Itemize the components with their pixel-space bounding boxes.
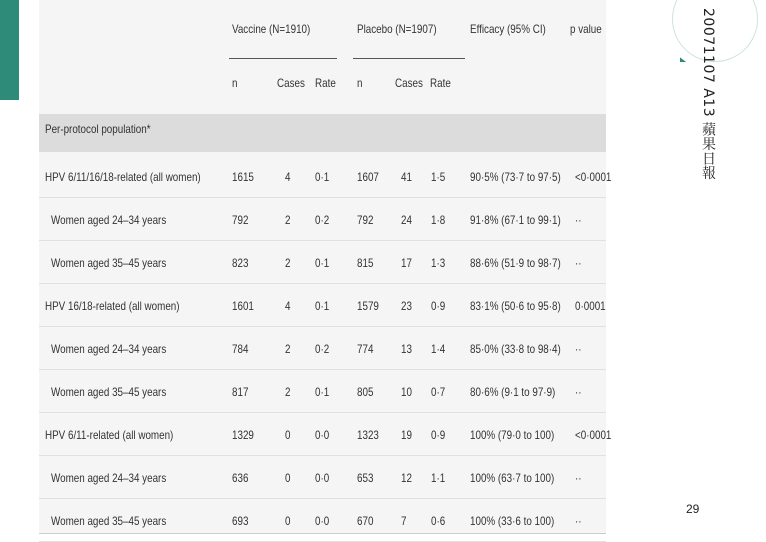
- subheader-placebo-cases: Cases: [395, 76, 423, 90]
- cell-efficacy: 80·6% (9·1 to 97·9): [470, 385, 556, 399]
- cell-v-cases: 2: [285, 213, 291, 227]
- cell-v-n: 784: [232, 342, 249, 356]
- table-row: [39, 155, 612, 198]
- cell-v-n: 823: [232, 256, 249, 270]
- cell-v-rate: 0·1: [315, 256, 330, 270]
- vaccine-underline: [229, 58, 337, 59]
- cell-v-cases: 0: [285, 428, 291, 442]
- table-row: [39, 241, 606, 284]
- cell-p-n: 805: [357, 385, 374, 399]
- cell-efficacy: 91·8% (67·1 to 99·1): [470, 213, 561, 227]
- cell-p-rate: 1·3: [431, 256, 446, 270]
- efficacy-table: [39, 0, 612, 533]
- cell-efficacy: 88·6% (51·9 to 98·7): [470, 256, 561, 270]
- table-row: [39, 456, 606, 499]
- cell-p-rate: 1·1: [431, 471, 446, 485]
- cell-p: ··: [575, 514, 582, 528]
- cell-v-rate: 0·2: [315, 342, 330, 356]
- cell-v-n: 1601: [232, 299, 254, 313]
- cell-v-rate: 0·1: [315, 170, 330, 184]
- cell-efficacy: 90·5% (73·7 to 97·5): [470, 170, 561, 184]
- cell-label: Women aged 35–45 years: [51, 514, 167, 528]
- cell-v-n: 1329: [232, 428, 254, 442]
- table-row: [39, 499, 606, 542]
- cell-v-n: 817: [232, 385, 249, 399]
- cell-v-cases: 0: [285, 471, 291, 485]
- cell-p-rate: 0·6: [431, 514, 446, 528]
- subheader-vaccine-n: n: [232, 76, 238, 90]
- cell-p-cases: 17: [401, 256, 412, 270]
- cell-p-rate: 0·9: [431, 299, 446, 313]
- cell-label: HPV 6/11/16/18-related (all women): [45, 170, 201, 184]
- cell-p-n: 792: [357, 213, 374, 227]
- cell-p-rate: 0·7: [431, 385, 446, 399]
- cell-p-rate: 1·8: [431, 213, 446, 227]
- table-row: [39, 284, 606, 327]
- placebo-underline: [353, 58, 465, 59]
- section-label: Per-protocol population*: [45, 122, 151, 136]
- cell-label: Women aged 35–45 years: [51, 385, 167, 399]
- cell-p-cases: 24: [401, 213, 412, 227]
- cell-v-rate: 0·0: [315, 428, 330, 442]
- cell-p-n: 1323: [357, 428, 379, 442]
- cell-label: Women aged 24–34 years: [51, 342, 167, 356]
- cell-v-cases: 2: [285, 256, 291, 270]
- cell-p-n: 1607: [357, 170, 379, 184]
- cell-label: Women aged 35–45 years: [51, 256, 167, 270]
- cell-efficacy: 100% (33·6 to 100): [470, 514, 555, 528]
- cell-p-n: 653: [357, 471, 374, 485]
- cell-p-n: 670: [357, 514, 374, 528]
- table-row: [39, 370, 606, 413]
- cell-p-n: 774: [357, 342, 374, 356]
- subheader-placebo-rate: Rate: [430, 76, 451, 90]
- cell-efficacy: 100% (63·7 to 100): [470, 471, 555, 485]
- cell-v-rate: 0·1: [315, 385, 330, 399]
- cell-v-rate: 0·0: [315, 471, 330, 485]
- header-efficacy: Efficacy (95% CI): [470, 22, 546, 36]
- cell-p: <0·0001: [575, 170, 612, 184]
- left-accent-bar: [0, 0, 19, 100]
- cell-p: ··: [575, 342, 582, 356]
- cell-v-cases: 2: [285, 342, 291, 356]
- cell-efficacy: 83·1% (50·6 to 95·8): [470, 299, 561, 313]
- cell-p: ··: [575, 256, 582, 270]
- cell-v-cases: 4: [285, 170, 291, 184]
- table-row: [39, 198, 606, 241]
- cell-p: <0·0001: [575, 428, 612, 442]
- cell-v-rate: 0·0: [315, 514, 330, 528]
- cell-v-n: 636: [232, 471, 249, 485]
- cell-p-cases: 41: [401, 170, 412, 184]
- bottom-rule: [39, 533, 606, 534]
- cell-v-n: 1615: [232, 170, 254, 184]
- subheader-vaccine-cases: Cases: [277, 76, 305, 90]
- cell-label: Women aged 24–34 years: [51, 213, 167, 227]
- cell-p-cases: 23: [401, 299, 412, 313]
- cell-p-rate: 1·4: [431, 342, 446, 356]
- header-placebo: Placebo (N=1907): [357, 22, 437, 36]
- side-source-note: 20071107 A13 蘋果日報: [700, 8, 716, 181]
- cell-efficacy: 85·0% (33·8 to 98·4): [470, 342, 561, 356]
- cell-v-cases: 0: [285, 514, 291, 528]
- cell-p-rate: 0·9: [431, 428, 446, 442]
- page-number: 29: [686, 502, 700, 516]
- cell-p-n: 815: [357, 256, 374, 270]
- cell-p: ··: [575, 471, 582, 485]
- header-vaccine: Vaccine (N=1910): [232, 22, 311, 36]
- cell-p-cases: 7: [401, 514, 407, 528]
- cell-label: HPV 16/18-related (all women): [45, 299, 180, 313]
- cell-p-n: 1579: [357, 299, 379, 313]
- cell-v-n: 792: [232, 213, 249, 227]
- cell-p: ··: [575, 385, 582, 399]
- header-p-value: p value: [570, 22, 602, 36]
- table-row: [39, 413, 612, 456]
- cell-p-cases: 12: [401, 471, 412, 485]
- cell-p-rate: 1·5: [431, 170, 446, 184]
- cell-v-rate: 0·1: [315, 299, 330, 313]
- cell-v-cases: 4: [285, 299, 291, 313]
- cell-efficacy: 100% (79·0 to 100): [470, 428, 555, 442]
- cell-p-cases: 13: [401, 342, 412, 356]
- cell-p: ··: [575, 213, 582, 227]
- cell-v-rate: 0·2: [315, 213, 330, 227]
- subheader-placebo-n: n: [357, 76, 363, 90]
- table-row: [39, 327, 606, 370]
- cell-v-n: 693: [232, 514, 249, 528]
- cell-p-cases: 19: [401, 428, 412, 442]
- cell-label: Women aged 24–34 years: [51, 471, 167, 485]
- cell-p: 0·0001: [575, 299, 606, 313]
- cell-p-cases: 10: [401, 385, 412, 399]
- cell-v-cases: 2: [285, 385, 291, 399]
- cell-label: HPV 6/11-related (all women): [45, 428, 174, 442]
- subheader-vaccine-rate: Rate: [315, 76, 336, 90]
